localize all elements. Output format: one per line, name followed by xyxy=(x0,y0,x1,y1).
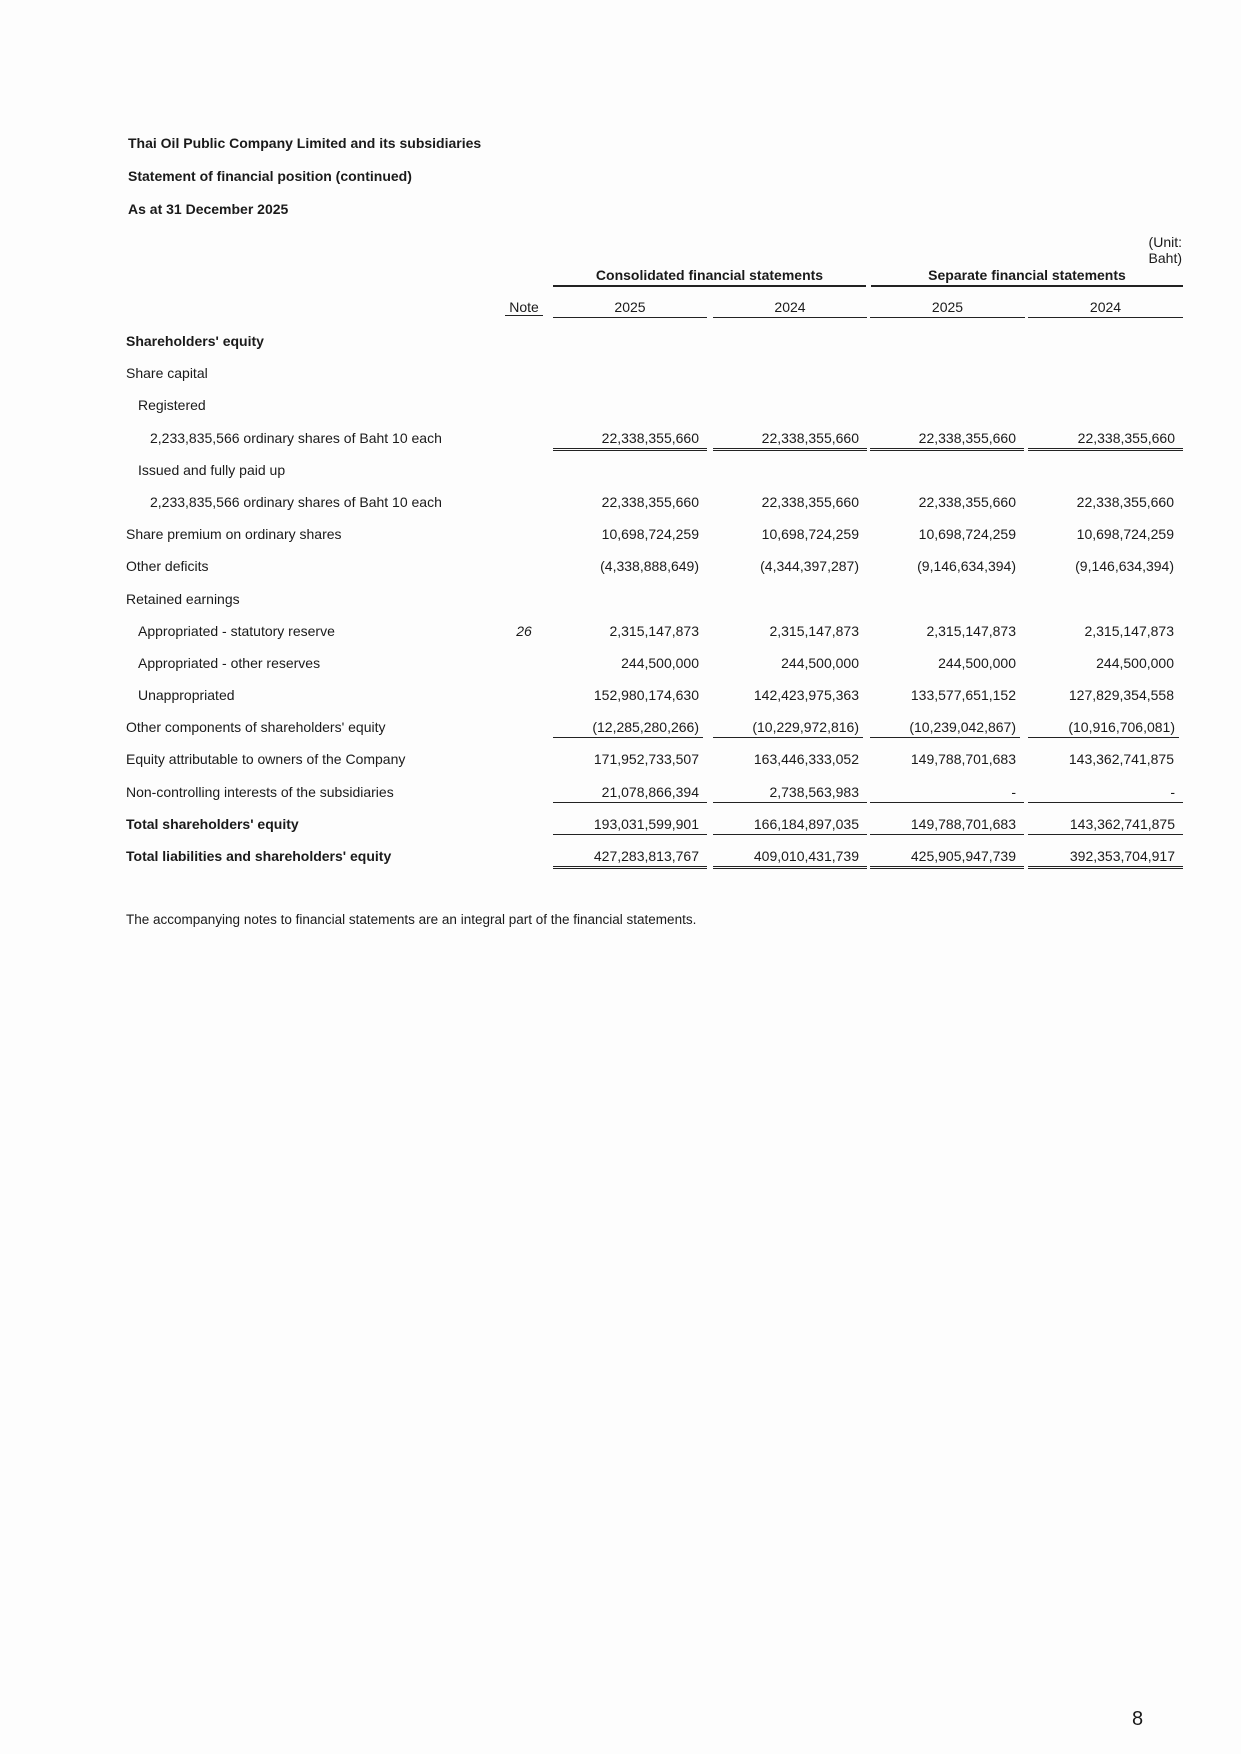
consolidated-header: Consolidated financial statements xyxy=(553,267,866,287)
row-label: Retained earnings xyxy=(126,590,240,607)
row-value: 22,338,355,660 xyxy=(761,493,859,510)
row-value: 143,362,741,875 xyxy=(1068,751,1174,768)
row-label: Shareholders' equity xyxy=(126,333,264,349)
row-label: Equity attributable to owners of the Company xyxy=(126,751,406,768)
table-row xyxy=(0,487,1241,519)
document-header xyxy=(128,134,481,233)
statement-title: Statement of financial position (continued) xyxy=(128,168,412,184)
table-row xyxy=(0,809,1241,841)
row-value: 22,338,355,660 xyxy=(1076,493,1174,510)
row-value: (10,239,042,867) xyxy=(870,719,1020,738)
row-note: 26 xyxy=(516,622,532,639)
row-label: Total liabilities and shareholders' equity xyxy=(126,848,392,864)
table-row xyxy=(0,777,1241,809)
row-label: Share capital xyxy=(126,365,208,382)
row-value: (9,146,634,394) xyxy=(917,558,1016,575)
row-value: 427,283,813,767 xyxy=(553,848,707,869)
row-value: 193,031,599,901 xyxy=(553,816,707,835)
row-value: 425,905,947,739 xyxy=(870,848,1024,869)
row-value: (4,338,888,649) xyxy=(600,558,699,575)
row-value: 409,010,431,739 xyxy=(713,848,867,869)
table-row xyxy=(0,390,1241,422)
row-value: 2,315,147,873 xyxy=(609,622,699,639)
row-value: 22,338,355,660 xyxy=(553,430,707,451)
row-value: 149,788,701,683 xyxy=(870,816,1024,835)
row-value: - xyxy=(870,784,1024,803)
row-value: 244,500,000 xyxy=(1096,654,1174,671)
row-value: 2,738,563,983 xyxy=(713,784,867,803)
row-value: (9,146,634,394) xyxy=(1075,558,1174,575)
table-row xyxy=(0,584,1241,616)
page-number: 8 xyxy=(1132,1708,1144,1730)
row-value: 21,078,866,394 xyxy=(553,784,707,803)
row-value: 2,315,147,873 xyxy=(769,622,859,639)
row-value: (10,916,706,081) xyxy=(1028,719,1179,738)
row-value: 10,698,724,259 xyxy=(761,526,859,543)
statement-table xyxy=(0,326,1241,873)
row-label: Other deficits xyxy=(126,558,209,575)
row-label: Other components of shareholders' equity xyxy=(126,719,386,736)
row-value: 10,698,724,259 xyxy=(601,526,699,543)
row-value: 244,500,000 xyxy=(781,654,859,671)
row-label: 2,233,835,566 ordinary shares of Baht 10 each xyxy=(150,493,442,510)
row-value: 143,362,741,875 xyxy=(1028,816,1183,835)
table-row xyxy=(0,680,1241,712)
row-value: 2,315,147,873 xyxy=(926,622,1016,639)
year-header-consolidated-2025: 2025 xyxy=(553,299,707,318)
year-header-separate-2025: 2025 xyxy=(870,299,1025,318)
table-row xyxy=(0,712,1241,744)
row-value: 166,184,897,035 xyxy=(713,816,867,835)
row-value: - xyxy=(1028,784,1183,803)
row-value: 142,423,975,363 xyxy=(753,687,859,704)
row-value: 10,698,724,259 xyxy=(918,526,1016,543)
row-value: 10,698,724,259 xyxy=(1076,526,1174,543)
row-label: Issued and fully paid up xyxy=(138,461,286,478)
row-value: 163,446,333,052 xyxy=(753,751,859,768)
table-row xyxy=(0,423,1241,455)
row-value: 22,338,355,660 xyxy=(713,430,867,451)
row-value: 149,788,701,683 xyxy=(910,751,1016,768)
row-value: 152,980,174,630 xyxy=(593,687,699,704)
row-value: 22,338,355,660 xyxy=(870,430,1024,451)
table-row xyxy=(0,648,1241,680)
row-value: 244,500,000 xyxy=(621,654,699,671)
table-row xyxy=(0,358,1241,390)
row-value: (4,344,397,287) xyxy=(760,558,859,575)
year-header-consolidated-2024: 2024 xyxy=(713,299,867,318)
row-value: 127,829,354,558 xyxy=(1068,687,1174,704)
row-label: Share premium on ordinary shares xyxy=(126,526,342,543)
row-label: 2,233,835,566 ordinary shares of Baht 10 each xyxy=(150,429,442,446)
row-value: 22,338,355,660 xyxy=(1028,430,1183,451)
row-value: 171,952,733,507 xyxy=(593,751,699,768)
table-row xyxy=(0,519,1241,551)
row-label: Unappropriated xyxy=(138,687,235,704)
row-label: Appropriated - statutory reserve xyxy=(138,622,335,639)
row-label: Appropriated - other reserves xyxy=(138,654,321,671)
table-row xyxy=(0,744,1241,776)
row-value: (10,229,972,816) xyxy=(713,719,863,738)
row-value: 2,315,147,873 xyxy=(1084,622,1174,639)
table-row xyxy=(0,616,1241,648)
row-value: (12,285,280,266) xyxy=(553,719,703,738)
note-column-header: Note xyxy=(505,299,543,316)
table-row xyxy=(0,326,1241,358)
table-row xyxy=(0,841,1241,873)
table-row xyxy=(0,551,1241,583)
company-name: Thai Oil Public Company Limited and its subsidiaries xyxy=(128,135,482,151)
row-label: Total shareholders' equity xyxy=(126,815,299,832)
separate-header: Separate financial statements xyxy=(871,267,1183,287)
year-header-separate-2024: 2024 xyxy=(1028,299,1183,318)
statement-date: As at 31 December 2025 xyxy=(128,201,289,217)
unit-label: (Unit: Baht) xyxy=(1148,234,1182,266)
row-value: 133,577,651,152 xyxy=(910,687,1016,704)
row-value: 244,500,000 xyxy=(938,654,1016,671)
table-row xyxy=(0,455,1241,487)
row-value: 22,338,355,660 xyxy=(601,493,699,510)
row-label: Non-controlling interests of the subsidiaries xyxy=(126,783,394,800)
row-value: 392,353,704,917 xyxy=(1028,848,1183,869)
row-value: 22,338,355,660 xyxy=(918,493,1016,510)
footer-note: The accompanying notes to financial statements are an integral part of the financial statements. xyxy=(126,912,697,927)
row-label: Registered xyxy=(138,397,206,414)
